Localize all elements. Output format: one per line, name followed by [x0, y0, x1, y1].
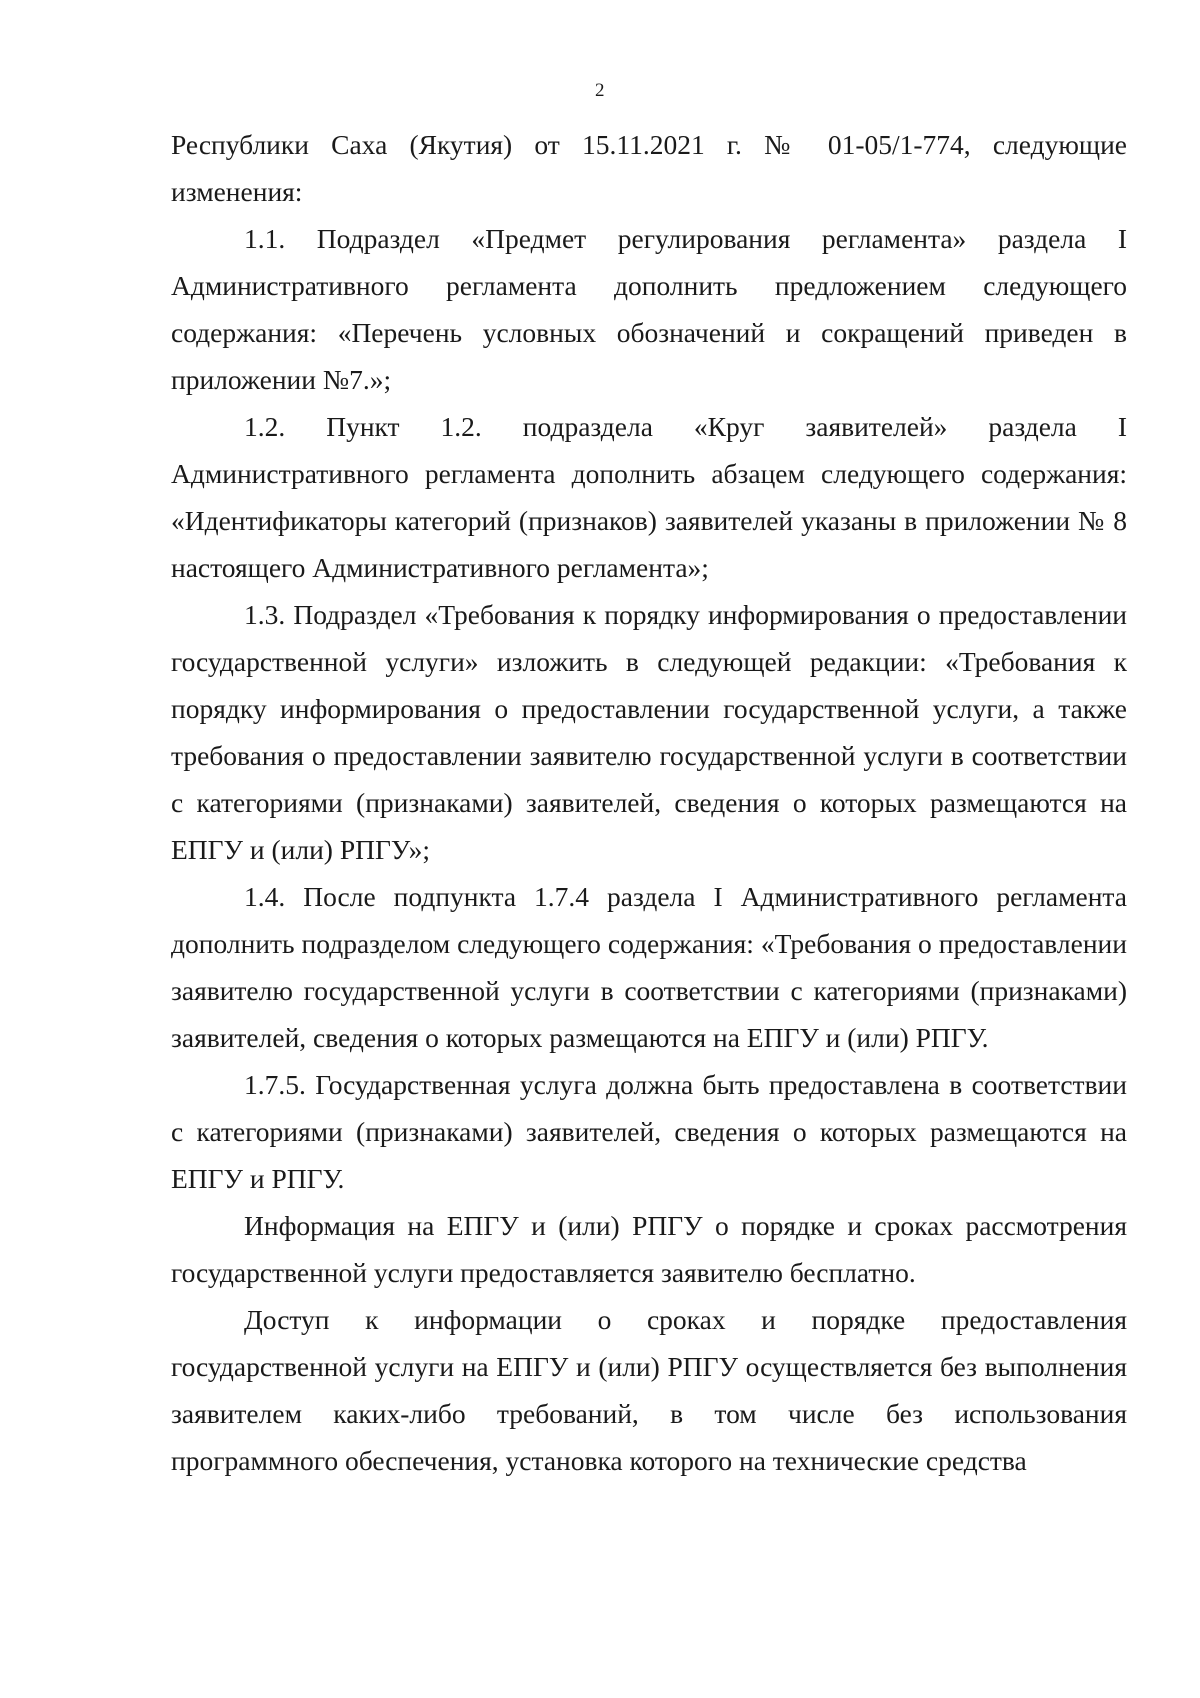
page-number: 2: [595, 80, 605, 101]
paragraph-information: Информация на ЕПГУ и (или) РПГУ о порядке и сроках рассмотрения государственной услуги предоставляется заявителю бесплатно.: [171, 1210, 1127, 1288]
paragraph-item-1-3: 1.3. Подраздел «Требования к порядку информирования о предоставлении государственной услуги» изложить в следующей редакции: «Требования к порядку информирования о предоставлении государственной услуги, а также требования о предоставлении заявителю государственной услуги в соответствии с категориями (признаками) заявителей, сведения о которых размещаются на ЕПГУ и (или) РПГУ»;: [171, 599, 1127, 865]
paragraph-access: Доступ к информации о сроках и порядке предоставления государственной услуги на ЕПГУ и (или) РПГУ осуществляется без выполнения заявителем каких-либо требований, в том числе без использования программного обеспечения, установка которого на технические средства: [171, 1304, 1127, 1476]
paragraph-item-1-1: 1.1. Подраздел «Предмет регулирования регламента» раздела I Административного регламента дополнить предложением следующего содержания: «Перечень условных обозначений и сокращений приведен в приложении №7.»;: [171, 223, 1127, 395]
document-body: [171, 121, 1127, 1484]
paragraph-item-1-7-5: 1.7.5. Государственная услуга должна быть предоставлена в соответствии с категориями (признаками) заявителей, сведения о которых размещаются на ЕПГУ и РПГУ.: [171, 1069, 1127, 1194]
paragraph-continuation: Республики Саха (Якутия) от 15.11.2021 г. № 01-05/1-774, следующие изменения:: [171, 129, 1127, 207]
paragraph-item-1-4: 1.4. После подпункта 1.7.4 раздела I Административного регламента дополнить подразделом следующего содержания: «Требования о предоставлении заявителю государственной услуги в соответствии с категориями (признаками) заявителей, сведения о которых размещаются на ЕПГУ и (или) РПГУ.: [171, 881, 1127, 1053]
paragraph-item-1-2: 1.2. Пункт 1.2. подраздела «Круг заявителей» раздела I Административного регламента дополнить абзацем следующего содержания: «Идентификаторы категорий (признаков) заявителей указаны в приложении № 8 настоящего Административного регламента»;: [171, 411, 1127, 583]
